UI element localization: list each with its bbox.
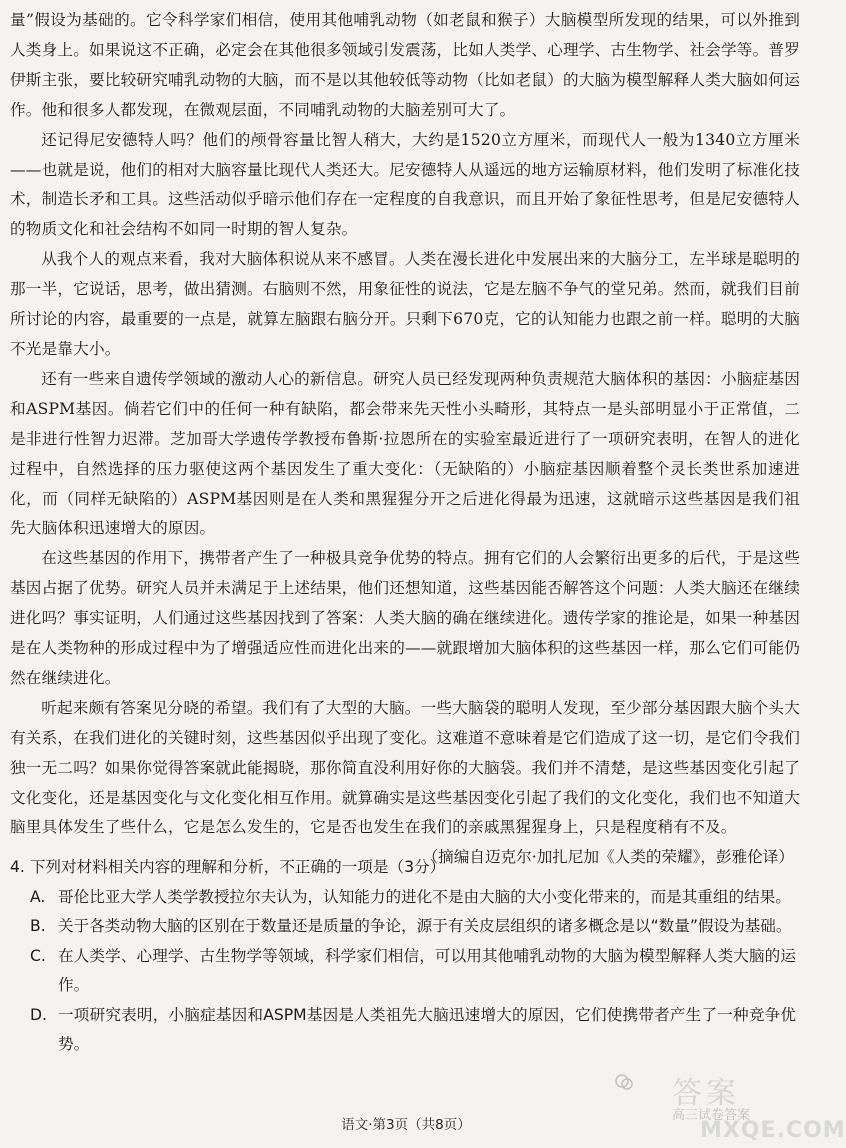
chat-bubble-icon [614, 1072, 634, 1092]
reading-passage [10, 6, 800, 873]
option-c [10, 942, 800, 1001]
passage-paragraph-5: 在这些基因的作用下，携带者产生了一种极具竞争优势的特点。拥有它们的人会繁衍出更多的后代，于是这些基因占据了优势。研究人员并未满足于上述结果，他们还想知道，这些基因能否解答这个问题：人类大脑还在继续进化吗？事实证明，人们通过这些基因找到了答案：人类大脑的确在继续进化。遗传学家的推论是，如果一种基因是在人类物种的形成过程中为了增强适应性而进化出来的——就跟增加大脑体积的这些基因一样，那么它们可能仍然在继续进化。 [10, 549, 800, 687]
passage-paragraph-2: 还记得尼安德特人吗？他们的颅骨容量比智人稍大，大约是1520立方厘米，而现代人一般为1340立方厘米——也就是说，他们的相对大脑容量比现代人类还大。尼安德特人从遥远的地方运输原材料，他们发明了标准化技术，制造长矛和工具。这些活动似乎暗示他们存在一定程度的自我意识，而且开始了象征性思考，但是尼安德特人的物质文化和社会结构不如同一时期的智人复杂。 [10, 130, 800, 239]
option-letter: C. [30, 946, 46, 965]
option-text: 哥伦比亚大学人类学教授拉尔夫认为，认知能力的进化不是由大脑的大小变化带来的，而是其重组的结果。 [58, 887, 791, 906]
watermark-subtitle: 高三试卷答案 [672, 1108, 751, 1123]
option-letter: D. [30, 1005, 47, 1024]
option-text: 一项研究表明，小脑症基因和ASPM基因是人类祖先大脑迅速增大的原因，它们使携带者产生了一种竞争优势。 [58, 1005, 796, 1053]
option-a [10, 883, 800, 913]
option-text: 关于各类动物大脑的区别在于数量还是质量的争论，源于有关皮层组织的诸多概念是以“数量”假设为基础。 [58, 917, 792, 935]
option-b [10, 912, 800, 942]
option-letter: B. [30, 917, 46, 935]
watermark [614, 1060, 846, 1144]
option-text: 在人类学、心理学、古生物学等领域，科学家们相信，可以用其他哺乳动物的大脑为模型解释人类大脑的运作。 [58, 946, 796, 994]
question-4 [10, 853, 800, 1060]
watermark-title: 答案 [672, 1076, 740, 1111]
page-footer: 语文·第3页（共8页） [341, 1117, 471, 1133]
passage-paragraph-4: 还有一些来自遗传学领域的激动人心的新信息。研究人员已经发现两种负责规范大脑体积的基因：小脑症基因和ASPM基因。倘若它们中的任何一种有缺陷，都会带来先天性小头畸形，其特点一是头部明显小于正常值，二是非进行性智力迟滞。芝加哥大学遗传学教授布鲁斯·拉恩所在的实验室最近进行了一项研究表明，在智人的进化过程中，自然选择的压力驱使这两个基因发生了重大变化：（无缺陷的）小脑症基因顺着整个灵长类世系加速进化，而（同样无缺陷的）ASPM基因则是在人类和黑猩猩分开之后进化得最为迅速，这就暗示这些基因是我们祖先大脑体积迅速增大的原因。 [10, 369, 800, 538]
passage-paragraph-3: 从我个人的观点来看，我对大脑体积说从来不感冒。人类在漫长进化中发展出来的大脑分工，左半球是聪明的那一半，它说话，思考，做出猜测。右脑则不然，用象征性的说法，它是左脑不争气的堂兄弟。然而，就我们目前所讨论的内容，最重要的一点是，就算左脑跟右脑分开。只剩下670克，它的认知能力也跟之前一样。聪明的大脑不光是靠大小。 [10, 250, 800, 358]
watermark-url: MXQE.COM [700, 1118, 846, 1143]
question-stem: 4. 下列对材料相关内容的理解和分析，不正确的一项是（3分） [10, 858, 446, 876]
passage-source: （摘编自迈克尔·加扎尼加《人类的荣耀》，彭雅伦译） [422, 848, 794, 867]
option-letter: A. [30, 887, 46, 906]
passage-paragraph-6: 听起来颇有答案见分晓的希望。我们有了大型的大脑。一些大脑袋的聪明人发现，至少部分基因跟大脑个头大有关系，在我们进化的关键时刻，这些基因似乎出现了变化。这难道不意味着是它们造成了这一切，是它们令我们独一无二吗？如果你觉得答案就此能揭晓，那你简直没利用好你的大脑袋。我们并不清楚，是这些基因变化引起了文化变化，还是基因变化与文化变化相互作用。就算确实是这些基因变化引起了我们的文化变化，我们也不知道大脑里具体发生了些什么，它是怎么发生的，它是否也发生在我们的亲戚黑猩猩身上，只是程度稍有不及。 [10, 698, 800, 837]
passage-paragraph-1: 量”假设为基础的。它令科学家们相信，使用其他哺乳动物（如老鼠和猴子）大脑模型所发现的结果，可以外推到人类身上。如果说这不正确，必定会在其他很多领域引发震荡，比如人类学、心理学、古生物学、社会学等。普罗伊斯主张，要比较研究哺乳动物的大脑，而不是以其他较低等动物（比如老鼠）的大脑为模型解释人类大脑如何运作。他和很多人都发现，在微观层面，不同哺乳动物的大脑差别可大了。 [10, 11, 800, 119]
option-d [10, 1001, 800, 1060]
